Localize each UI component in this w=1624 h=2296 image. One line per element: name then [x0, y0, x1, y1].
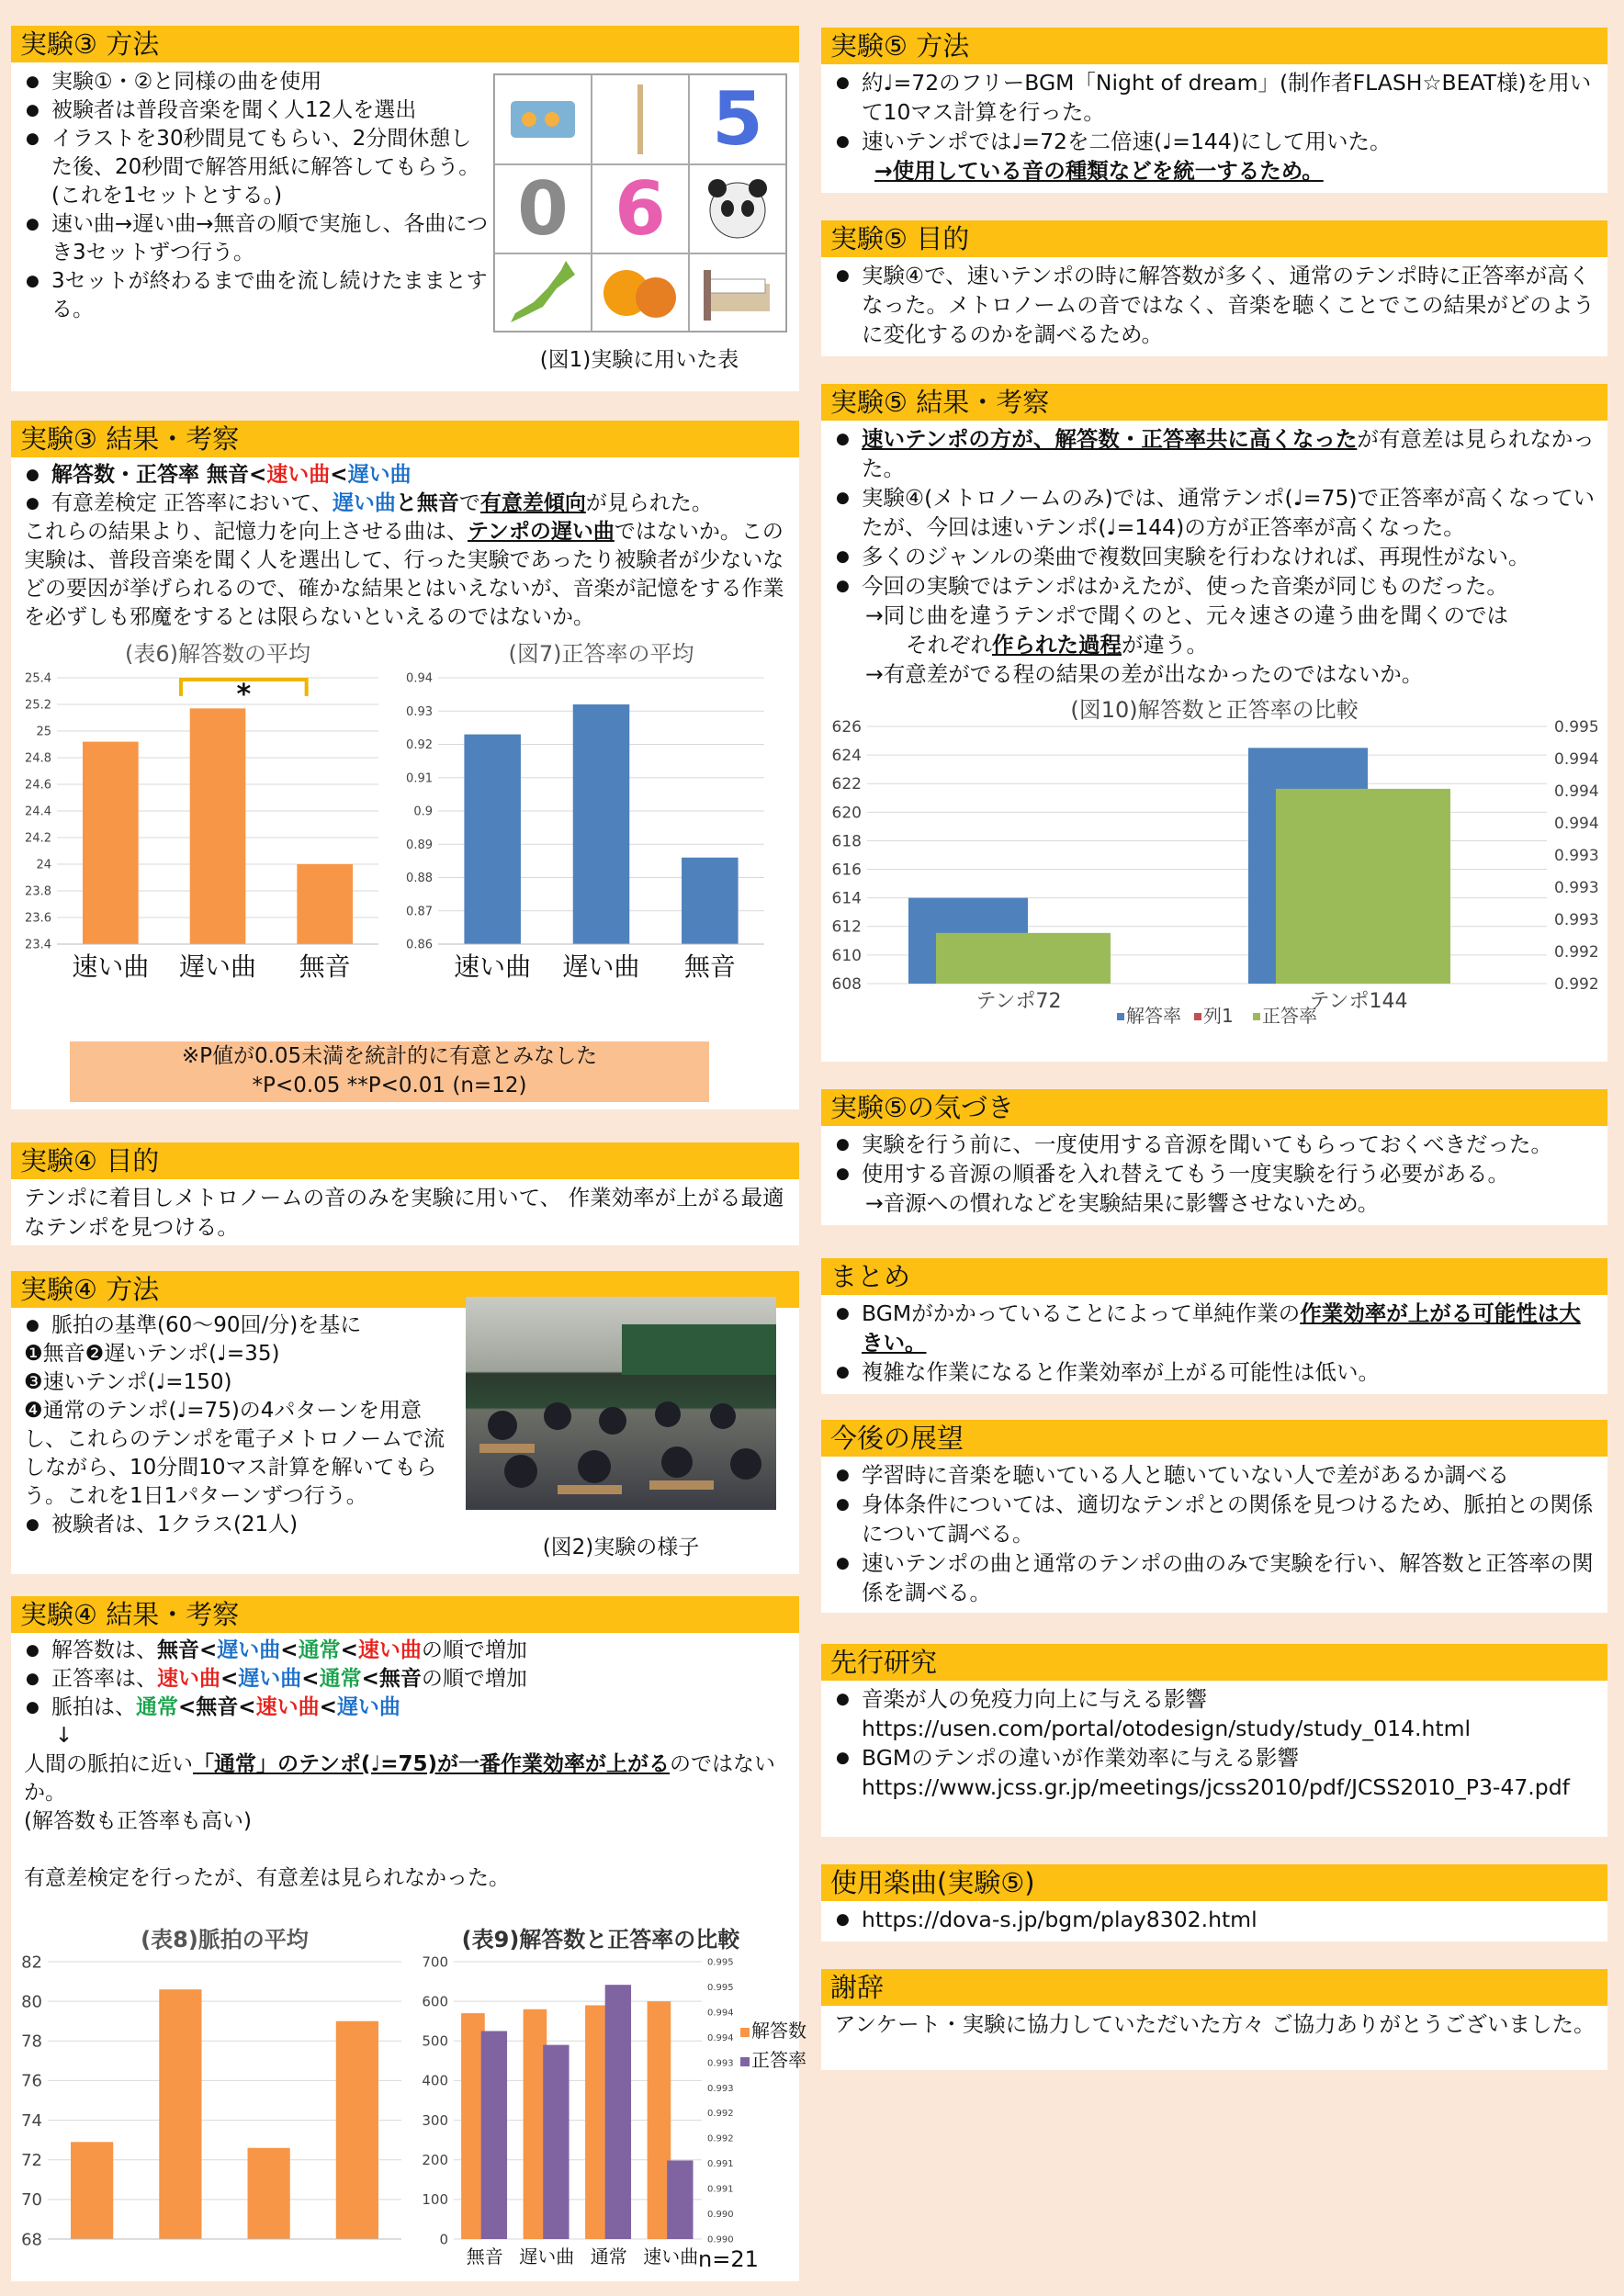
bar	[573, 704, 630, 944]
y2-tick-label: 0.993	[1554, 878, 1599, 897]
bar	[190, 708, 246, 944]
down-arrow-icon: ↓	[55, 1724, 73, 1748]
sub-text: →有意差がでる程の結果の差が出なかったのではないか。	[865, 661, 1424, 687]
bullet-icon: ●	[26, 1515, 39, 1534]
classroom-scene	[466, 1297, 776, 1510]
y-tick-label: 200	[422, 2151, 448, 2168]
list-item	[834, 424, 1596, 483]
y-tick-label: 25.2	[25, 698, 51, 713]
list-item	[24, 1637, 788, 1665]
y2-tick-label: 0.991	[707, 2159, 734, 2170]
slow-song-label: 遅い曲	[347, 463, 412, 487]
bullet-icon: ●	[26, 1316, 39, 1334]
legend-swatch	[1194, 1013, 1201, 1020]
y2-tick-label: 0.994	[1554, 749, 1599, 769]
lt-sign: <	[220, 1667, 239, 1691]
lt-sign: <	[330, 463, 348, 487]
efficiency-emphasis: 作業効率が上がる可能性は大きい。	[862, 1300, 1581, 1356]
y-tick-label: 24	[36, 858, 51, 872]
exp4-method-section	[11, 1271, 799, 1574]
y2-tick-label: 0.990	[707, 2210, 734, 2221]
y-tick-label: 500	[422, 2032, 448, 2050]
y-tick-label: 23.8	[25, 884, 51, 899]
x-tick-label: 速い曲	[643, 2245, 699, 2268]
y-tick-label: 24.4	[25, 805, 51, 819]
exp4-purpose-text: テンポに着目しメトロノームの音のみを実験に用いて、 作業効率が上がる最適なテンポを見つける。	[24, 1185, 784, 1240]
y-tick-label: 68	[21, 2230, 42, 2250]
prior-research-section	[821, 1644, 1607, 1837]
lt-sign: <	[361, 1667, 379, 1691]
text: それぞれ	[906, 632, 992, 658]
table6-answer-count-chart	[11, 641, 397, 990]
exp4-purpose-section	[11, 1142, 799, 1245]
list-item: ● 音楽が人の免疫力向上に与える影響	[834, 1684, 1596, 1714]
y2-tick-label: 0.994	[1554, 814, 1599, 833]
list-item: ● 使用する音源の順番を入れ替えてもう一度実験を行う必要がある。	[834, 1159, 1596, 1188]
bar-accuracy	[667, 2160, 693, 2239]
y2-tick-label: 0.995	[1554, 717, 1599, 737]
y2-tick-label: 0.992	[1554, 942, 1599, 962]
y-tick-label: 74	[21, 2110, 42, 2131]
text: 人間の脈拍に近い	[24, 1752, 193, 1776]
text: が有意差は見られなかった。	[862, 426, 1595, 481]
legend-label: 正答率	[1262, 1005, 1317, 1027]
y-tick-label: 76	[21, 2071, 42, 2091]
bar	[682, 858, 739, 944]
bullet-icon: ●	[26, 494, 39, 512]
silence-label: 無音	[378, 1667, 422, 1691]
fast-song-label: 速い曲	[255, 1695, 320, 1719]
figure1-caption: (図1)実験に用いた表	[539, 348, 739, 372]
bar	[159, 1989, 201, 2239]
bar-accuracy	[936, 933, 1111, 984]
silence-label: 無音	[196, 1695, 239, 1719]
lt-sign: <	[199, 1638, 218, 1662]
y-tick-label: 25.4	[25, 671, 51, 686]
legend-label: 解答率	[1126, 1005, 1181, 1027]
exp4-results-section	[11, 1596, 806, 2281]
x-tick-label: 遅い曲	[178, 951, 257, 982]
classroom-photo	[466, 1297, 776, 1510]
bar-accuracy	[1276, 789, 1450, 984]
pills-illustration	[494, 74, 592, 164]
list-item: ● イラストを30秒間見てもらい、2分間休憩した後、20秒間で解答用紙に解答してもらう。(これを1セットとする。)	[24, 125, 492, 210]
silence-label: 無音	[157, 1638, 199, 1662]
thanks-title: 謝辞	[821, 1969, 1607, 2006]
reference-link[interactable]: https://usen.com/portal/otodesign/study/study_014.html	[862, 1716, 1472, 1741]
y-tick-label: 600	[422, 1993, 448, 2010]
exp5-results-list	[834, 483, 1596, 601]
chart-title: (表8)脈拍の平均	[141, 1927, 309, 1953]
exp5-method-section	[821, 28, 1607, 193]
y2-tick-label: 0.992	[707, 2109, 734, 2120]
list-item: ● 多くのジャンルの楽曲で複数回実験を行わなければ、再現性がない。	[834, 542, 1596, 571]
list-item: ● 被験者は普段音楽を聞く人12人を選出	[24, 96, 492, 125]
silence-label: 無音	[416, 491, 459, 515]
fast-tempo-emphasis: 速いテンポの方が、解答数・正答率共に高くなった	[862, 426, 1358, 452]
exp5-notice-list	[834, 1130, 1596, 1188]
slow-song-label: 遅い曲	[217, 1638, 281, 1662]
list-item: ● 速いテンポでは♩=72を二倍速(♩=144)にして用いた。	[834, 127, 1596, 156]
text: ではないか。	[614, 520, 741, 544]
legend-swatch	[1253, 1013, 1260, 1020]
legend-swatch	[740, 2028, 750, 2037]
grid-cell-number: 0	[494, 164, 592, 254]
y2-tick-label: 0.994	[1554, 782, 1599, 801]
bar	[464, 735, 521, 944]
text: が違う。	[1122, 632, 1208, 658]
y-tick-label: 23.6	[25, 911, 51, 926]
chart-title: (図7)正答率の平均	[508, 641, 694, 667]
exp5-purpose-title: 実験⑤ 目的	[821, 220, 1607, 257]
text: と	[395, 491, 417, 515]
panda-illustration	[689, 164, 786, 254]
p-value-note	[70, 1041, 709, 1102]
result-lead: 解答数・正答率 無音<	[51, 463, 267, 487]
x-tick-label: 速い曲	[72, 951, 150, 982]
exp3-results-section	[11, 421, 799, 1109]
y2-tick-label: 0.993	[707, 2083, 734, 2094]
x-tick-label: 遅い曲	[562, 951, 640, 982]
y-tick-label: 0.94	[406, 671, 433, 686]
y-tick-label: 608	[831, 974, 862, 994]
y2-tick-label: 0.992	[1554, 974, 1599, 994]
y-tick-label: 0.88	[406, 872, 433, 886]
bullet-icon: ●	[26, 466, 39, 484]
y-tick-label: 80	[21, 1992, 42, 2012]
outlook-section	[821, 1420, 1607, 1613]
x-tick-label: 無音	[683, 951, 736, 982]
text: 解答数は、	[51, 1638, 157, 1662]
list-item	[24, 1694, 788, 1722]
y2-tick-label: 0.993	[1554, 910, 1599, 929]
x-tick-label: 遅い曲	[519, 2245, 575, 2268]
y2-tick-label: 0.994	[707, 2032, 734, 2043]
sample-size-note: n=21	[698, 2246, 759, 2272]
legend-swatch	[1117, 1013, 1124, 1020]
note-text: (解答数も正答率も高い)	[24, 1809, 252, 1833]
text: 正答率は、	[51, 1667, 157, 1691]
exp5-purpose-list	[834, 261, 1596, 349]
y-tick-label: 0.92	[406, 738, 433, 753]
y2-tick-label: 0.995	[707, 1982, 734, 1993]
x-tick-label: テンポ72	[976, 990, 1062, 1013]
exp5-method-title: 実験⑤ 方法	[821, 28, 1607, 64]
process-emphasis: 作られた過程	[992, 632, 1122, 658]
list-item: ● 今回の実験ではテンポはかえたが、使った音楽が同じものだった。	[834, 571, 1596, 601]
outlook-list	[834, 1460, 1596, 1607]
y2-tick-label: 0.994	[707, 2008, 734, 2019]
slow-tempo-emphasis: テンポの遅い曲	[468, 520, 615, 544]
bar	[336, 2021, 378, 2239]
music-section	[821, 1864, 1607, 1941]
list-item	[24, 1511, 456, 1539]
p-note-line1: ※P値が0.05未満を統計的に有意とみなした	[181, 1044, 598, 1068]
y2-tick-label: 0.990	[707, 2234, 734, 2245]
y2-tick-label: 0.993	[1554, 846, 1599, 865]
y-tick-label: 610	[831, 946, 862, 965]
slow-song-label: 遅い曲	[332, 491, 396, 515]
legend-label: 正答率	[751, 2049, 806, 2071]
text: この実験は、普段音楽を聞く人を選出して、行った実験であったり被験者が少ないなどの要因が挙げられるので、確かな結果とはいえないが、音楽が記憶をする作業を必ずしも邪魔をするとは限らないといえるのではないか。	[24, 520, 784, 629]
list-item: ● 実験①・②と同様の曲を使用	[24, 68, 492, 96]
conclusion-paragraph	[24, 518, 788, 632]
fast-song-label: 速い曲	[357, 1638, 422, 1662]
reference-link[interactable]: https://www.jcss.gr.jp/meetings/jcss2010/pdf/JCSS2010_P3-47.pdf	[862, 1774, 1570, 1800]
text: の順で増加	[421, 1667, 527, 1691]
grid-cell-number: 6	[592, 164, 689, 254]
text: 脈拍の基準(60〜90回/分)を基に	[51, 1313, 362, 1337]
y-tick-label: 618	[831, 832, 862, 851]
y-tick-label: 72	[21, 2151, 42, 2171]
conclusion-text	[24, 1750, 788, 1807]
y-tick-label: 78	[21, 2032, 42, 2052]
text: の順で増加	[421, 1638, 527, 1662]
summary-list	[834, 1357, 1596, 1387]
table9-comparison-chart	[408, 1927, 806, 2276]
list-item: ● 3セットが終わるまで曲を流し続けたままとする。	[24, 267, 492, 324]
lt-sign: <	[340, 1638, 358, 1662]
y-tick-label: 0.91	[406, 771, 433, 786]
exp5-notice-section	[821, 1089, 1607, 1225]
bar	[297, 864, 353, 944]
exp3-method-list	[24, 68, 492, 324]
exp5-notice-title: 実験⑤の気づき	[821, 1089, 1607, 1126]
lt-sign: <	[319, 1695, 337, 1719]
significance-note: 有意差検定を行ったが、有意差は見られなかった。	[24, 1866, 510, 1890]
y-tick-label: 0	[439, 2231, 448, 2248]
reason-text: →使用している音の種類などを統一するため。	[874, 158, 1324, 184]
thanks-section	[821, 1969, 1607, 2070]
y2-tick-label: 0.995	[707, 1957, 734, 1968]
x-tick-label: 通常	[590, 2245, 627, 2268]
exp4-method-title: 実験④ 方法	[11, 1271, 799, 1308]
exp5-method-list	[834, 68, 1596, 156]
y-tick-label: 0.9	[413, 805, 433, 819]
chart-title: (図10)解答数と正答率の比較	[1070, 697, 1359, 723]
sub-text: →同じ曲を違うテンポで聞くのと、元々速さの違う曲を聞くのでは	[865, 602, 1509, 628]
significance-trend: 有意差傾向	[479, 491, 586, 515]
y-tick-label: 400	[422, 2072, 448, 2089]
legend-label: 列1	[1203, 1005, 1234, 1027]
list-item: ● 身体条件については、適切なテンポとの関係を見つけるため、脈拍との関係について調べる。	[834, 1490, 1596, 1548]
text: BGMがかかっていることによって単純作業の	[862, 1300, 1301, 1326]
y-tick-label: 622	[831, 775, 862, 794]
text: が見られた。	[585, 491, 713, 515]
list-item: ● 学習時に音楽を聴いている人と聴いていない人で差があるか調べる	[834, 1460, 1596, 1490]
exp3-method-section	[11, 26, 799, 391]
y-tick-label: 0.93	[406, 704, 433, 719]
figure10-comparison-chart	[821, 697, 1607, 1059]
lt-sign: <	[178, 1695, 197, 1719]
text: 脈拍は、	[51, 1695, 136, 1719]
pattern-line: ❸速いテンポ(♩=150)	[24, 1370, 232, 1394]
y-tick-label: 616	[831, 861, 862, 880]
normal-label: 通常	[298, 1638, 341, 1662]
y-tick-label: 0.87	[406, 905, 433, 919]
y-tick-label: 624	[831, 747, 862, 766]
bed-illustration	[689, 253, 786, 332]
figure1-grid	[493, 73, 787, 332]
grid-cell-number: 5	[689, 74, 786, 164]
y2-tick-label: 0.991	[707, 2184, 734, 2195]
summary-title: まとめ	[821, 1258, 1607, 1295]
pattern-line: ❶無音❷遅いテンポ(♩=35)	[24, 1342, 280, 1366]
music-link[interactable]: ● https://dova-s.jp/bgm/play8302.html	[834, 1905, 1596, 1934]
list-item: ● 実験④(メトロノームのみ)では、通常テンポ(♩=75)で正答率が高くなっていたが、今回は速いテンポ(♩=144)の方が正答率が高くなった。	[834, 483, 1596, 542]
significance-mark: *	[236, 679, 252, 711]
bullet-icon: ●	[26, 1698, 39, 1716]
stick-illustration	[592, 74, 689, 164]
y-tick-label: 0.86	[406, 938, 433, 952]
list-item: ● BGMのテンポの違いが作業効率に与える影響	[834, 1743, 1596, 1773]
japan-map-illustration	[494, 253, 592, 332]
text: 被験者は、1クラス(21人)	[51, 1513, 299, 1536]
y-tick-label: 614	[831, 889, 862, 908]
bar	[248, 2148, 290, 2239]
y-tick-label: 100	[422, 2191, 448, 2209]
y-tick-label: 82	[21, 1953, 42, 1973]
music-list	[834, 1905, 1596, 1934]
exp4-purpose-title: 実験④ 目的	[11, 1142, 799, 1179]
bar	[71, 2142, 113, 2239]
normal-label: 通常	[319, 1667, 362, 1691]
y2-tick-label: 0.993	[707, 2058, 734, 2069]
x-tick-label: テンポ144	[1309, 990, 1408, 1013]
prior-research-list	[834, 1684, 1596, 1714]
table8-pulse-chart	[11, 1927, 406, 2276]
y-tick-label: 23.4	[25, 938, 51, 952]
y-tick-label: 24.2	[25, 831, 51, 846]
pattern-line: ❹通常のテンポ(♩=75)の4パターンを用意し、これらのテンポを電子メトロノームで流しながら、10分間10マス計算を解いてもらう。これを1日1パターンずつ行う。	[24, 1399, 445, 1508]
y-tick-label: 620	[831, 804, 862, 823]
y-tick-label: 70	[21, 2190, 42, 2211]
normal-label: 通常	[136, 1695, 178, 1719]
text: で	[458, 491, 480, 515]
bullet-icon: ●	[836, 1304, 850, 1322]
chart-title: (表9)解答数と正答率の比較	[461, 1927, 740, 1953]
x-tick-label: 無音	[466, 2245, 503, 2268]
exp5-purpose-section	[821, 220, 1607, 356]
y2-tick-label: 0.992	[707, 2133, 734, 2144]
x-tick-label: 無音	[299, 951, 351, 982]
figure7-accuracy-chart	[397, 641, 783, 990]
bullet-icon: ●	[26, 1670, 39, 1688]
bar	[83, 742, 139, 944]
list-item: ● 約♩=72のフリーBGM「Night of dream」(制作者FLASH☆BEAT様)を用いて10マス計算を行った。	[834, 68, 1596, 127]
prior-research-list	[834, 1743, 1596, 1773]
thanks-text: アンケート・実験に協力していただいた方々 ご協力ありがとうございました。	[834, 2011, 1596, 2037]
exp5-results-title: 実験⑤ 結果・考察	[821, 384, 1607, 421]
y-tick-label: 612	[831, 917, 862, 937]
music-title: 使用楽曲(実験⑤)	[821, 1864, 1607, 1901]
bullet-icon: ●	[836, 430, 850, 448]
bar-accuracy	[605, 1985, 631, 2239]
list-item: ● 速い曲→遅い曲→無音の順で実施し、各曲につき3セットずつ行う。	[24, 210, 492, 267]
list-item	[834, 1299, 1596, 1357]
p-note-line2: *P<0.05 **P<0.01 (n=12)	[252, 1074, 527, 1097]
y-tick-label: 300	[422, 2111, 448, 2129]
legend-swatch	[740, 2057, 750, 2066]
bar-accuracy	[543, 2045, 569, 2239]
y-tick-label: 25	[36, 725, 51, 739]
y-tick-label: 24.8	[25, 751, 51, 766]
prior-research-title: 先行研究	[821, 1644, 1607, 1681]
chart-title: (表6)解答数の平均	[125, 641, 310, 667]
list-item: ● 複雑な作業になると作業効率が上がる可能性は低い。	[834, 1357, 1596, 1387]
bar-accuracy	[481, 2032, 507, 2240]
list-item	[24, 1311, 456, 1340]
y-tick-label: 0.89	[406, 838, 433, 852]
outlook-title: 今後の展望	[821, 1420, 1607, 1457]
text: 有意差検定 正答率において、	[51, 491, 333, 515]
y-tick-label: 700	[422, 1953, 448, 1971]
exp3-results-title: 実験③ 結果・考察	[11, 421, 799, 457]
bullet-icon: ●	[26, 1641, 39, 1660]
list-item: ● 速いテンポの曲と通常のテンポの曲のみで実験を行い、解答数と正答率の関係を調べる。	[834, 1548, 1596, 1607]
fast-song-label: 速い曲	[157, 1667, 220, 1691]
lt-sign: <	[301, 1667, 320, 1691]
normal-tempo-emphasis: 「通常」のテンポ(♩=75)が一番作業効率が上がる	[193, 1752, 671, 1776]
slow-song-label: 遅い曲	[336, 1695, 400, 1719]
x-tick-label: 速い曲	[454, 951, 532, 982]
exp4-results-title: 実験④ 結果・考察	[11, 1596, 799, 1633]
y-tick-label: 24.6	[25, 778, 51, 793]
slow-song-label: 遅い曲	[238, 1667, 302, 1691]
legend-label: 解答数	[751, 2020, 806, 2042]
exp5-results-section	[821, 384, 1607, 1062]
text: のではないか。	[24, 1752, 776, 1805]
list-item	[24, 1665, 788, 1694]
lt-sign: <	[238, 1695, 256, 1719]
exp3-method-title: 実験③ 方法	[11, 26, 799, 62]
y-tick-label: 626	[831, 717, 862, 737]
figure2-caption: (図2)実験の様子	[542, 1536, 700, 1559]
fast-song-label: 速い曲	[266, 463, 331, 487]
sub-text: →音源への慣れなどを実験結果に影響させないため。	[865, 1190, 1380, 1216]
text: これらの結果より、記憶力を向上させる曲は、	[24, 520, 468, 544]
sub-text	[834, 630, 1596, 659]
oranges-illustration	[592, 253, 689, 332]
list-item: ● 実験を行う前に、一度使用する音源を聞いてもらっておくべきだった。	[834, 1130, 1596, 1159]
summary-section	[821, 1258, 1607, 1394]
list-item: ● 実験④で、速いテンポの時に解答数が多く、通常のテンポ時に正答率が高くなった。メトロノームの音ではなく、音楽を聴くことでこの結果がどのように変化するのかを調べるため。	[834, 261, 1596, 349]
lt-sign: <	[280, 1638, 299, 1662]
